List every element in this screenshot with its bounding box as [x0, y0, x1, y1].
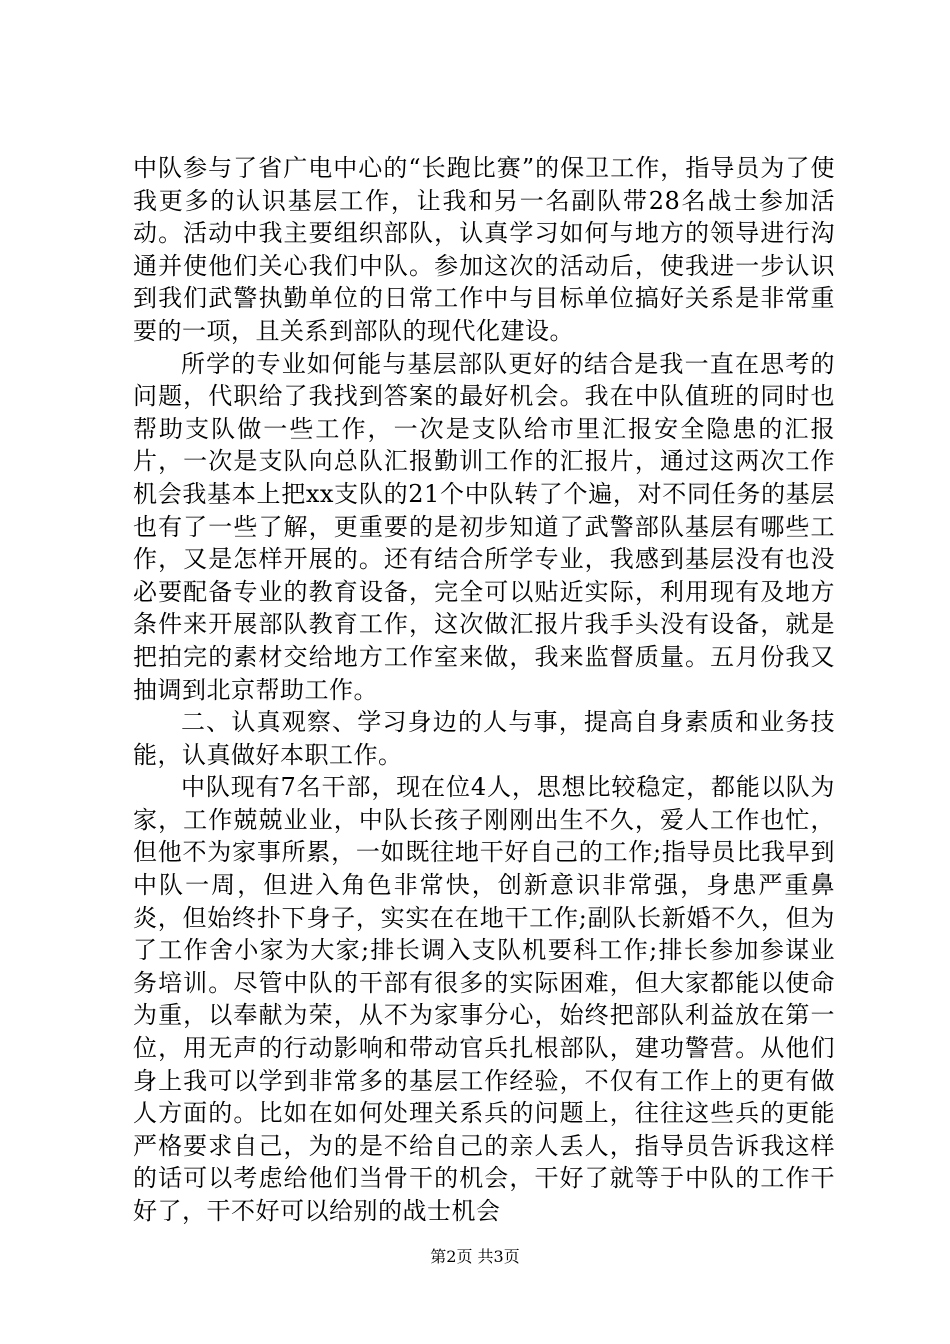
paragraph-3: 二、认真观察、学习身边的人与事，提高自身素质和业务技能，认真做好本职工作。: [133, 708, 835, 769]
page-number-footer: 第2页 共3页: [430, 1247, 520, 1266]
paragraph-2: 所学的专业如何能与基层部队更好的结合是我一直在思考的问题，代职给了我找到答案的最好机会。我在中队值班的同时也帮助支队做一些工作，一次是支队给市里汇报安全隐患的汇报片，一次是支队向总队汇报勤训工作的汇报片，通过这两次工作机会我基本上把xx支队的21个中队转了个遍，对不同任务的基层也有了一些了解，更重要的是初步知道了武警部队基层有哪些工作，又是怎样开展的。还有结合所学专业，我感到基层没有也没必要配备专业的教育设备，完全可以贴近实际，利用现有及地方条件来开展部队教育工作，这次做汇报片我手头没有设备，就是把拍完的素材交给地方工作室来做，我来监督质量。五月份我又抽调到北京帮助工作。: [133, 349, 835, 704]
paragraph-1: 中队参与了省广电中心的“长跑比赛”的保卫工作，指导员为了使我更多的认识基层工作，让我和另一名副队带28名战士参加活动。活动中我主要组织部队，认真学习如何与地方的领导进行沟通并使他们关心我们中队。参加这次的活动后，使我进一步认识到我们武警执勤单位的日常工作中与目标单位搞好关系是非常重要的一项，且关系到部队的现代化建设。: [133, 154, 835, 345]
document-body: [133, 152, 835, 1228]
paragraph-4: 中队现有7名干部，现在位4人，思想比较稳定，都能以队为家，工作兢兢业业，中队长孩子刚刚出生不久，爱人工作也忙，但他不为家事所累，一如既往地干好自己的工作;指导员比我早到中队一周，但进入角色非常快，创新意识非常强，身患严重鼻炎，但始终扑下身子，实实在在地干工作;副队长新婚不久，但为了工作舍小家为大家;排长调入支队机要科工作;排长参加参谋业务培训。尽管中队的干部有很多的实际困难，但大家都能以使命为重，以奉献为荣，从不为家事分心，始终把部队利益放在第一位，用无声的行动影响和带动官兵扎根部队，建功警营。从他们身上我可以学到非常多的基层工作经验，不仅有工作上的更有做人方面的。比如在如何处理关系兵的问题上，往往这些兵的更能严格要求自己，为的是不给自己的亲人丢人，指导员告诉我这样的话可以考虑给他们当骨干的机会，干好了就等于中队的工作干好了，干不好可以给别的战士机会: [133, 773, 835, 1225]
